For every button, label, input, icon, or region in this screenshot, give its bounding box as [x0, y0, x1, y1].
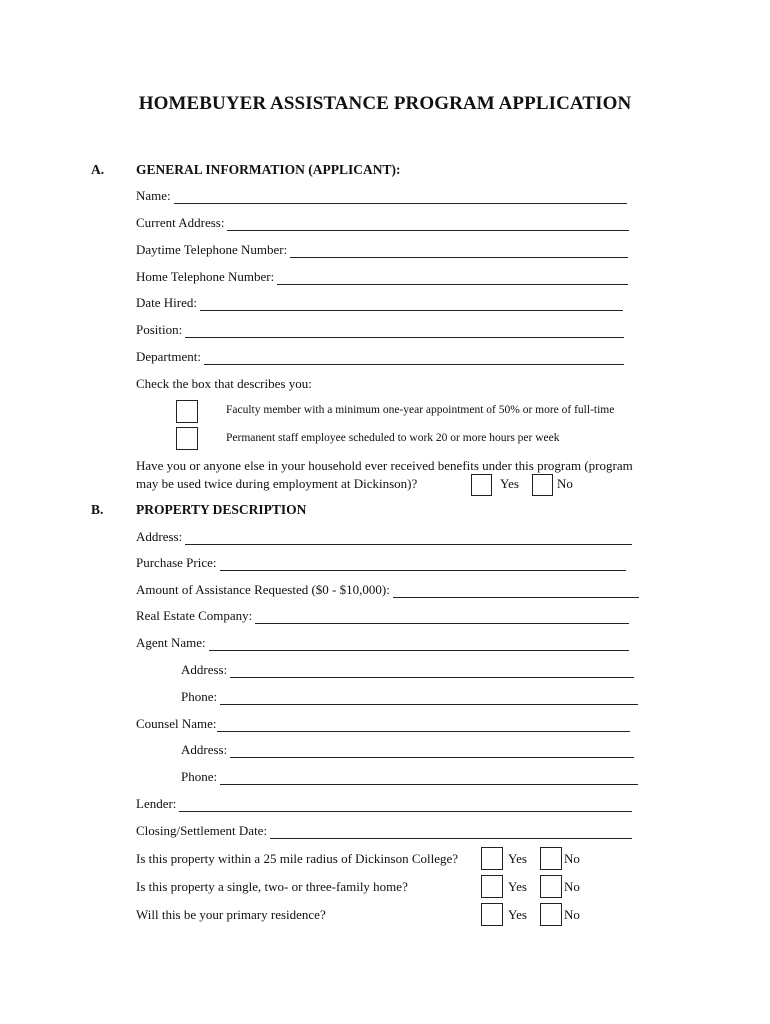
- agent-address-field[interactable]: [181, 662, 634, 678]
- benefits-yes-checkbox[interactable]: [471, 474, 492, 496]
- section-b-heading: PROPERTY DESCRIPTION: [136, 502, 307, 517]
- radius-no-checkbox[interactable]: [540, 847, 562, 870]
- benefits-no-checkbox[interactable]: [532, 474, 553, 496]
- closing-date-line[interactable]: [270, 826, 632, 839]
- department-line[interactable]: [204, 352, 624, 365]
- counsel-address-field[interactable]: [181, 742, 634, 758]
- current-address-line[interactable]: [227, 218, 629, 231]
- department-field[interactable]: [136, 349, 624, 365]
- counsel-address-label: Address:: [181, 742, 228, 757]
- section-b-letter: B.: [91, 502, 104, 517]
- daytime-phone-field[interactable]: [136, 242, 628, 258]
- name-label: Name:: [136, 188, 171, 203]
- assistance-amount-line[interactable]: [393, 585, 639, 598]
- current-address-field[interactable]: [136, 215, 629, 231]
- agent-phone-line[interactable]: [220, 692, 638, 705]
- position-field[interactable]: [136, 322, 624, 338]
- counsel-phone-line[interactable]: [220, 772, 638, 785]
- family-home-yes-label: Yes: [508, 879, 527, 894]
- home-phone-label: Home Telephone Number:: [136, 269, 275, 284]
- purchase-price-field[interactable]: [136, 555, 626, 571]
- date-hired-field[interactable]: [136, 295, 623, 311]
- check-prompt: Check the box that describes you:: [136, 376, 312, 391]
- benefits-no-label: No: [557, 476, 573, 491]
- primary-residence-yes-label: Yes: [508, 907, 527, 922]
- family-home-question: Is this property a single, two- or three-family home?: [136, 879, 408, 894]
- department-label: Department:: [136, 349, 201, 364]
- position-label: Position:: [136, 322, 183, 337]
- primary-residence-yes-checkbox[interactable]: [481, 903, 503, 926]
- real-estate-company-line[interactable]: [255, 611, 629, 624]
- date-hired-line[interactable]: [200, 298, 623, 311]
- property-address-label: Address:: [136, 529, 183, 544]
- primary-residence-no-label: No: [564, 907, 580, 922]
- closing-date-label: Closing/Settlement Date:: [136, 823, 268, 838]
- closing-date-field[interactable]: [136, 823, 632, 839]
- lender-field[interactable]: [136, 796, 632, 812]
- family-home-yes-checkbox[interactable]: [481, 875, 503, 898]
- lender-line[interactable]: [179, 799, 632, 812]
- section-a-letter: A.: [91, 162, 105, 177]
- assistance-amount-field[interactable]: [136, 582, 639, 598]
- primary-residence-no-checkbox[interactable]: [540, 903, 562, 926]
- faculty-option-label: Faculty member with a minimum one-year appointment of 50% or more of full-time: [226, 404, 615, 416]
- counsel-name-field[interactable]: [136, 716, 630, 732]
- agent-phone-label: Phone:: [181, 689, 218, 704]
- benefits-question-line1: Have you or anyone else in your household ever received benefits under this program (program: [136, 458, 633, 473]
- benefits-yes-label: Yes: [500, 476, 519, 491]
- agent-address-line[interactable]: [230, 665, 634, 678]
- counsel-phone-label: Phone:: [181, 769, 218, 784]
- radius-yes-checkbox[interactable]: [481, 847, 503, 870]
- counsel-name-line[interactable]: [217, 719, 630, 732]
- benefits-question-line2: may be used twice during employment at Dickinson)?: [136, 476, 418, 491]
- purchase-price-label: Purchase Price:: [136, 555, 217, 570]
- agent-address-label: Address:: [181, 662, 228, 677]
- agent-name-line[interactable]: [209, 638, 629, 651]
- family-home-no-checkbox[interactable]: [540, 875, 562, 898]
- faculty-checkbox[interactable]: [176, 400, 198, 423]
- counsel-address-line[interactable]: [230, 745, 634, 758]
- counsel-phone-field[interactable]: [181, 769, 638, 785]
- name-field[interactable]: [136, 188, 627, 204]
- position-line[interactable]: [185, 325, 624, 338]
- current-address-label: Current Address:: [136, 215, 225, 230]
- name-line[interactable]: [174, 191, 627, 204]
- daytime-phone-line[interactable]: [290, 245, 628, 258]
- agent-name-label: Agent Name:: [136, 635, 206, 650]
- staff-option-label: Permanent staff employee scheduled to work 20 or more hours per week: [226, 432, 560, 444]
- property-address-field[interactable]: [136, 529, 632, 545]
- staff-checkbox[interactable]: [176, 427, 198, 450]
- radius-no-label: No: [564, 851, 580, 866]
- radius-yes-label: Yes: [508, 851, 527, 866]
- family-home-no-label: No: [564, 879, 580, 894]
- primary-residence-question: Will this be your primary residence?: [136, 907, 326, 922]
- counsel-name-label: Counsel Name:: [136, 716, 217, 731]
- home-phone-line[interactable]: [277, 272, 628, 285]
- assistance-amount-label: Amount of Assistance Requested ($0 - $10,000):: [136, 582, 390, 597]
- radius-question: Is this property within a 25 mile radius of Dickinson College?: [136, 851, 459, 866]
- purchase-price-line[interactable]: [220, 558, 626, 571]
- date-hired-label: Date Hired:: [136, 295, 198, 310]
- real-estate-company-label: Real Estate Company:: [136, 608, 253, 623]
- home-phone-field[interactable]: [136, 269, 628, 285]
- agent-name-field[interactable]: [136, 635, 629, 651]
- section-a-heading: GENERAL INFORMATION (APPLICANT):: [136, 162, 401, 177]
- real-estate-company-field[interactable]: [136, 608, 629, 624]
- form-title: HOMEBUYER ASSISTANCE PROGRAM APPLICATION: [138, 93, 632, 114]
- agent-phone-field[interactable]: [181, 689, 638, 705]
- lender-label: Lender:: [136, 796, 177, 811]
- property-address-line[interactable]: [185, 532, 632, 545]
- daytime-phone-label: Daytime Telephone Number:: [136, 242, 288, 257]
